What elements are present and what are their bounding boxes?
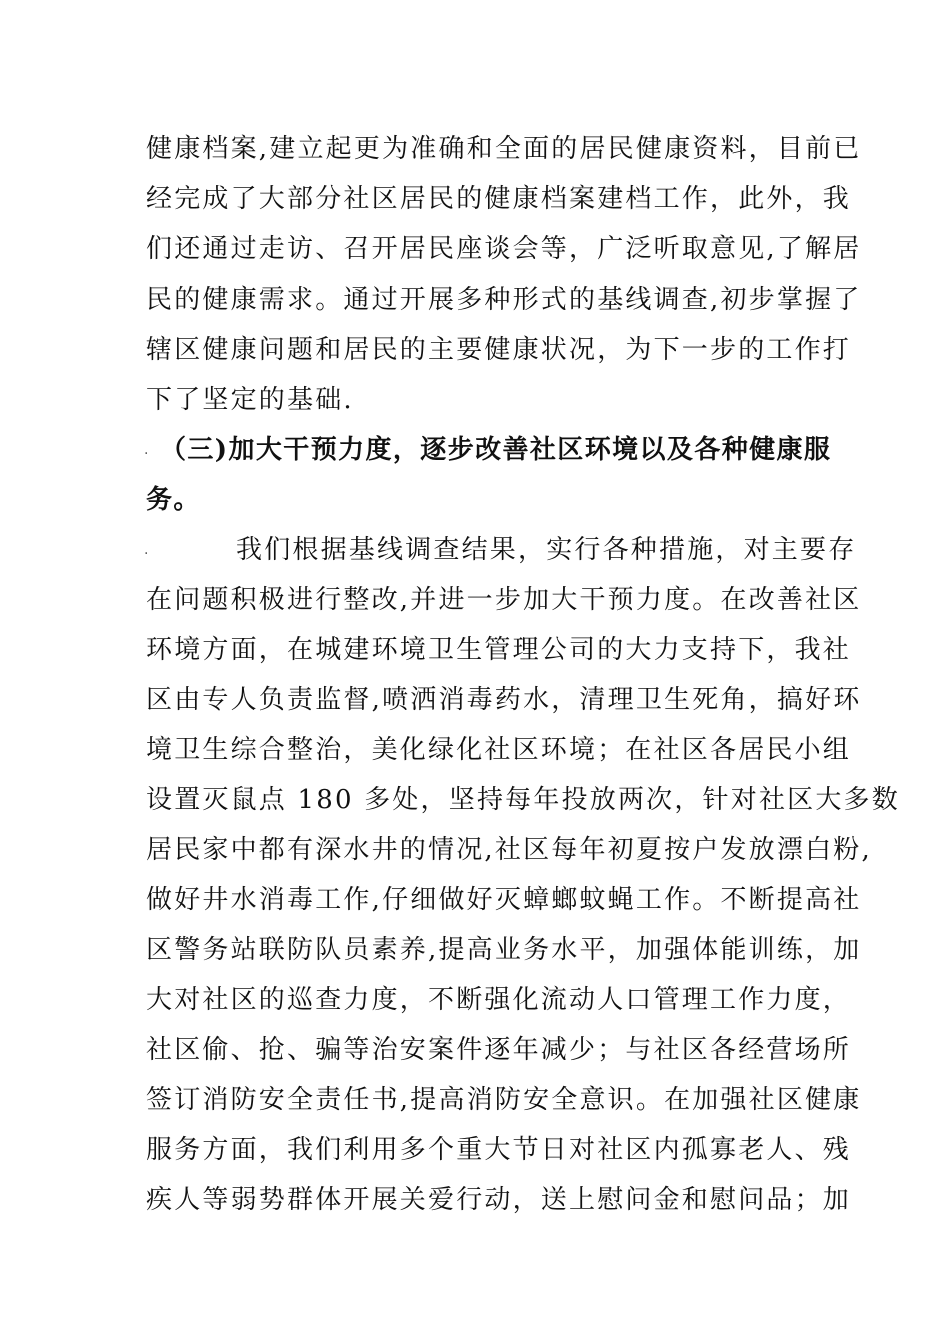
paragraph-line: 疾人等弱势群体开展关爱行动，送上慰问金和慰问品；加 [146, 1185, 852, 1215]
paragraph-line: 区警务站联防队员素养,提高业务水平，加强体能训练，加 [146, 935, 862, 965]
paragraph-line: 签订消防安全责任书,提高消防安全意识。在加强社区健康 [146, 1085, 862, 1115]
paragraph-line: 服务方面，我们利用多个重大节日对社区内孤寡老人、残 [146, 1135, 852, 1165]
paragraph-line: 做好井水消毒工作,仔细做好灭蟑螂蚊蝇工作。不断提高社 [146, 885, 862, 915]
paragraph-line: 在问题积极进行整改,并进一步加大干预力度。在改善社区 [146, 585, 862, 615]
paragraph-line: 下了坚定的基础. [146, 385, 354, 415]
paragraph-line: 们还通过走访、召开居民座谈会等，广泛听取意见,了解居 [146, 234, 862, 264]
paragraph-line: 经完成了大部分社区居民的健康档案建档工作，此外，我 [146, 184, 852, 214]
paragraph-line: 区由专人负责监督,喷洒消毒药水，清理卫生死角，搞好环 [146, 685, 862, 715]
section-heading-continued: 务。 [146, 485, 201, 515]
paragraph-marker: . [144, 442, 149, 458]
paragraph-line: 辖区健康问题和居民的主要健康状况，为下一步的工作打 [146, 335, 852, 365]
paragraph-marker: . [144, 542, 149, 558]
paragraph-line: 环境方面，在城建环境卫生管理公司的大力支持下，我社 [146, 635, 852, 665]
paragraph-line: 民的健康需求。通过开展多种形式的基线调查,初步掌握了 [146, 285, 862, 315]
paragraph-line: 社区偷、抢、骗等治安案件逐年减少；与社区各经营场所 [146, 1035, 852, 1065]
paragraph-line: 境卫生综合整治，美化绿化社区环境；在社区各居民小组 [146, 735, 852, 765]
paragraph-line: 居民家中都有深水井的情况,社区每年初夏按户发放漂白粉, [146, 835, 872, 865]
section-heading: （三)加大干预力度，逐步改善社区环境以及各种健康服 [160, 435, 832, 465]
paragraph-line: 设置灭鼠点 180 多处，坚持每年投放两次，针对社区大多数 [146, 785, 900, 815]
paragraph-line: 大对社区的巡查力度，不断强化流动人口管理工作力度， [146, 985, 852, 1015]
paragraph-line: 健康档案,建立起更为准确和全面的居民健康资料，目前已 [146, 134, 862, 164]
paragraph-line: 我们根据基线调查结果，实行各种措施，对主要存 [236, 535, 857, 565]
